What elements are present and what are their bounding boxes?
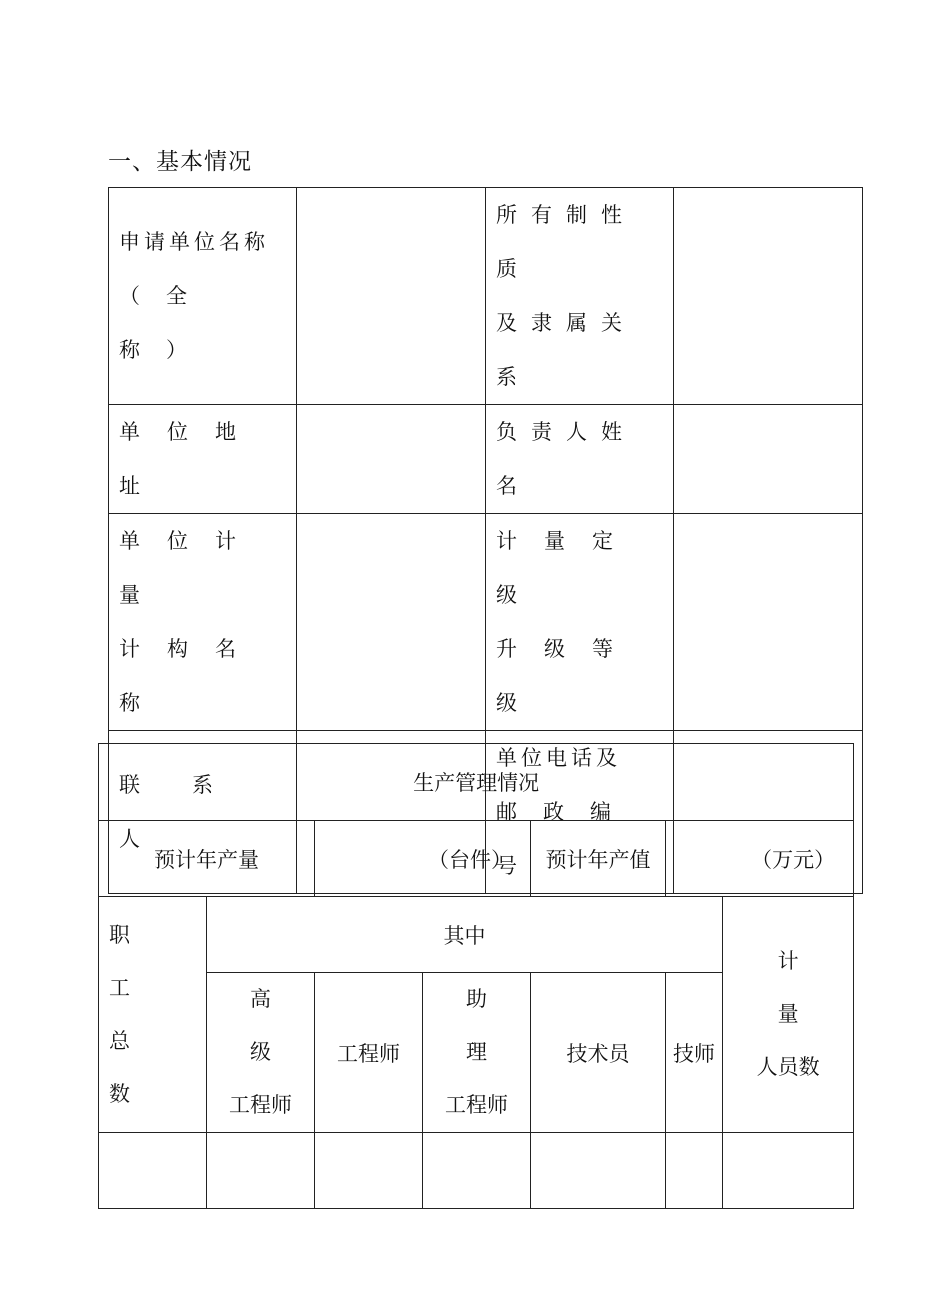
- value-grade[interactable]: [674, 514, 863, 731]
- value-annual-value[interactable]: （万元）: [666, 821, 854, 897]
- label-line: 及隶属关系: [496, 311, 636, 389]
- label-grade: [486, 514, 674, 731]
- label-senior-engineer: [207, 973, 315, 1133]
- label-line: 计构名称: [119, 637, 263, 715]
- value-assistant-engineer[interactable]: [423, 1133, 531, 1209]
- label-technician: 技术员: [531, 973, 666, 1133]
- label-line: 单位电话及: [496, 746, 621, 770]
- production-title: 生产管理情况: [99, 744, 854, 821]
- label-line: 职工: [109, 922, 174, 1000]
- label-line: 申请单位名称: [119, 230, 269, 254]
- label-line: 人员数: [756, 1055, 820, 1079]
- label-line: 助理: [466, 987, 517, 1064]
- label-line: 升级等级: [496, 637, 640, 715]
- label-responsible-person: [486, 405, 674, 514]
- value-metrology-staff[interactable]: [723, 1133, 854, 1209]
- section-heading: 一、基本情况: [108, 149, 252, 175]
- table-row: [109, 188, 863, 405]
- table-row: [109, 405, 863, 514]
- value-annual-output[interactable]: （台件）: [315, 821, 531, 897]
- value-ownership[interactable]: [674, 188, 863, 405]
- table-row: [99, 821, 854, 897]
- label-engineer: 工程师: [315, 973, 423, 1133]
- label-line: 单位计量: [119, 529, 263, 607]
- value-responsible-person[interactable]: [674, 405, 863, 514]
- value-technician[interactable]: [531, 1133, 666, 1209]
- value-applicant-name[interactable]: [297, 188, 486, 405]
- table-row: [109, 514, 863, 731]
- production-table: [98, 743, 854, 1209]
- value-senior-engineer[interactable]: [207, 1133, 315, 1209]
- label-applicant-name: [109, 188, 297, 405]
- label-metrology-dept: [109, 514, 297, 731]
- label-line: 单位地址: [119, 420, 263, 498]
- table-row: [99, 897, 854, 973]
- label-line: 计量: [777, 949, 829, 1026]
- label-annual-value: 预计年产值: [531, 821, 666, 897]
- value-staff-total[interactable]: [99, 1133, 207, 1209]
- label-skilled-worker: 技师: [666, 973, 723, 1133]
- label-assistant-engineer: [423, 973, 531, 1133]
- label-line: 所有制性质: [496, 203, 636, 281]
- label-line: 高级: [250, 987, 301, 1064]
- label-line: 工程师: [229, 1093, 292, 1117]
- label-address: [109, 405, 297, 514]
- label-line: （全称）: [119, 284, 213, 362]
- label-annual-output: 预计年产量: [99, 821, 315, 897]
- label-ownership: [486, 188, 674, 405]
- label-metrology-staff: [723, 897, 854, 1133]
- label-line: 邮政编号: [496, 800, 637, 878]
- value-engineer[interactable]: [315, 1133, 423, 1209]
- label-among: 其中: [207, 897, 723, 973]
- value-skilled-worker[interactable]: [666, 1133, 723, 1209]
- label-line: 计量定级: [496, 529, 640, 607]
- value-address[interactable]: [297, 405, 486, 514]
- label-line: 工程师: [445, 1093, 508, 1117]
- label-line: 联系人: [119, 773, 265, 851]
- table-row: [99, 744, 854, 821]
- table-row: [99, 1133, 854, 1209]
- label-line: 负责人姓名: [496, 420, 636, 498]
- label-line: 总数: [109, 1028, 174, 1106]
- value-metrology-dept[interactable]: [297, 514, 486, 731]
- label-staff-total: [99, 897, 207, 1133]
